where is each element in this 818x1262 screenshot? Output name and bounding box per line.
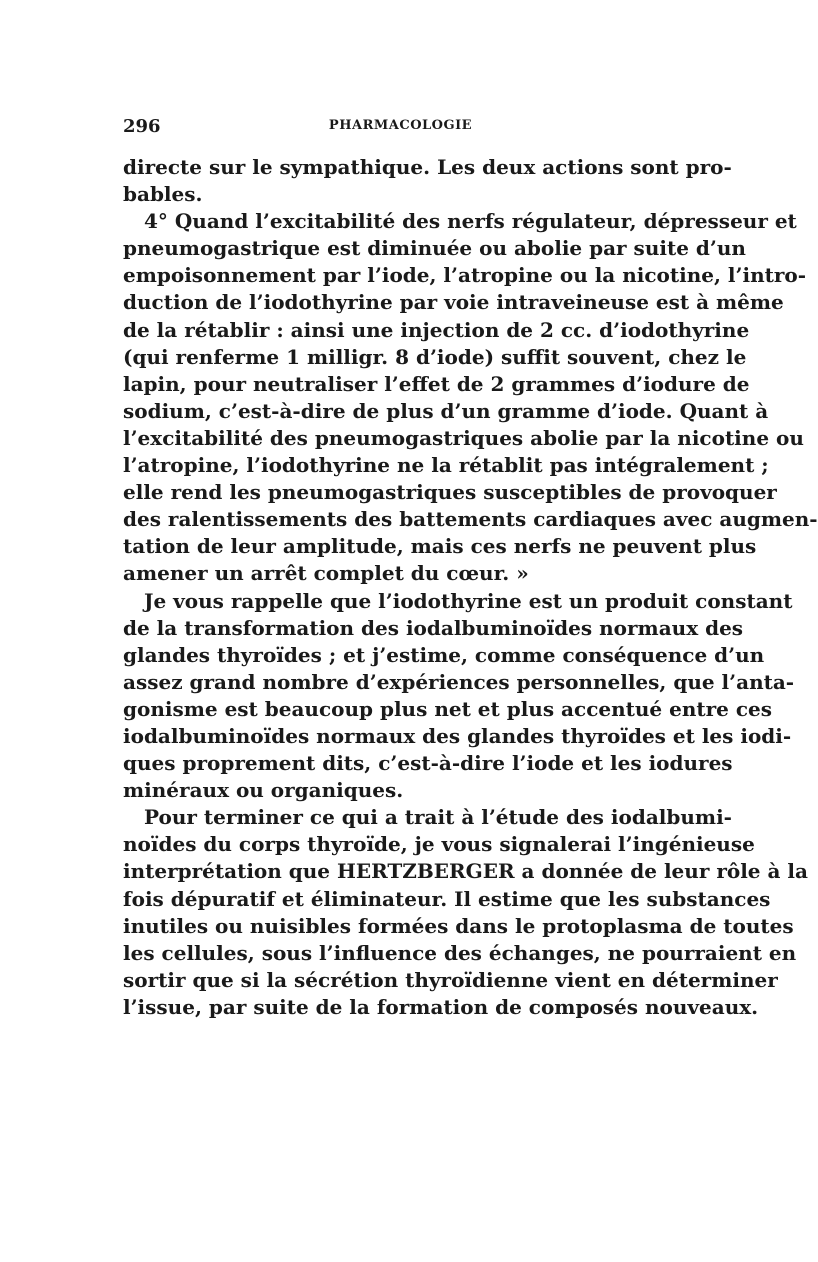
- text-line: amener un arrêt complet du cœur. »: [123, 561, 529, 586]
- text-line: l’issue, par suite de la formation de composés nouveaux.: [123, 994, 759, 1019]
- text-line: assez grand nombre d’expériences personnelles, que l’anta-: [123, 669, 795, 694]
- text-line: l’excitabilité des pneumogastriques abolie par la nicotine ou: [123, 425, 804, 450]
- body-text: [123, 154, 818, 1021]
- running-title: PHARMACOLOGIE: [328, 118, 473, 133]
- text-line: interprétation que HERTZBERGER a donnée de leur rôle à la: [123, 859, 808, 884]
- text-line: iodalbuminoïdes normaux des glandes thyroïdes et les iodi-: [123, 723, 792, 748]
- text-line: empoisonnement par l’iode, l’atropine ou la nicotine, l’intro-: [123, 263, 807, 288]
- text-line: Je vous rappelle que l’iodothyrine est un produit constant: [144, 588, 793, 613]
- text-line: bables.: [123, 182, 203, 207]
- text-line: Pour terminer ce qui a trait à l’étude des iodalbumi-: [144, 805, 732, 830]
- text-line: de la rétablir : ainsi une injection de 2 cc. d’iodothyrine: [123, 317, 750, 342]
- text-line: tation de leur amplitude, mais ces nerfs ne peuvent plus: [123, 534, 757, 559]
- text-line: duction de l’iodothyrine par voie intraveineuse est à même: [123, 290, 784, 315]
- text-line: (qui renferme 1 milligr. 8 d’iode) suffit souvent, chez le: [123, 344, 747, 369]
- text-line: noïdes du corps thyroïde, je vous signalerai l’ingénieuse: [123, 832, 755, 857]
- page-number: 296: [123, 116, 161, 137]
- text-line: lapin, pour neutraliser l’effet de 2 grammes d’iodure de: [123, 371, 750, 396]
- text-line: glandes thyroïdes ; et j’estime, comme conséquence d’un: [123, 642, 765, 667]
- text-line: 4° Quand l’excitabilité des nerfs régulateur, dépresseur et: [144, 209, 797, 234]
- text-line: des ralentissements des battements cardiaques avec augmen-: [123, 507, 818, 532]
- text-line: directe sur le sympathique. Les deux actions sont pro-: [123, 155, 732, 179]
- text-line: fois dépuratif et éliminateur. Il estime que les substances: [123, 886, 771, 911]
- text-line: ques proprement dits, c’est-à-dire l’iode et les iodures: [123, 751, 733, 776]
- text-line: minéraux ou organiques.: [123, 778, 404, 803]
- text-line: sodium, c’est-à-dire de plus d’un gramme d’iode. Quant à: [123, 398, 769, 423]
- running-head: [123, 116, 678, 136]
- text-line: de la transformation des iodalbuminoïdes normaux des: [123, 615, 744, 640]
- text-line: l’atropine, l’iodothyrine ne la rétablit pas intégralement ;: [123, 453, 769, 478]
- text-line: inutiles ou nuisibles formées dans le protoplasma de toutes: [123, 913, 794, 938]
- text-line: pneumogastrique est diminuée ou abolie par suite d’un: [123, 236, 746, 261]
- text-line: sortir que si la sécrétion thyroïdienne vient en déterminer: [123, 967, 778, 992]
- text-line: gonisme est beaucoup plus net et plus accentué entre ces: [123, 696, 772, 721]
- text-line: elle rend les pneumogastriques susceptibles de provoquer: [123, 480, 777, 505]
- text-line: les cellules, sous l’influence des échanges, ne pourraient en: [123, 940, 797, 965]
